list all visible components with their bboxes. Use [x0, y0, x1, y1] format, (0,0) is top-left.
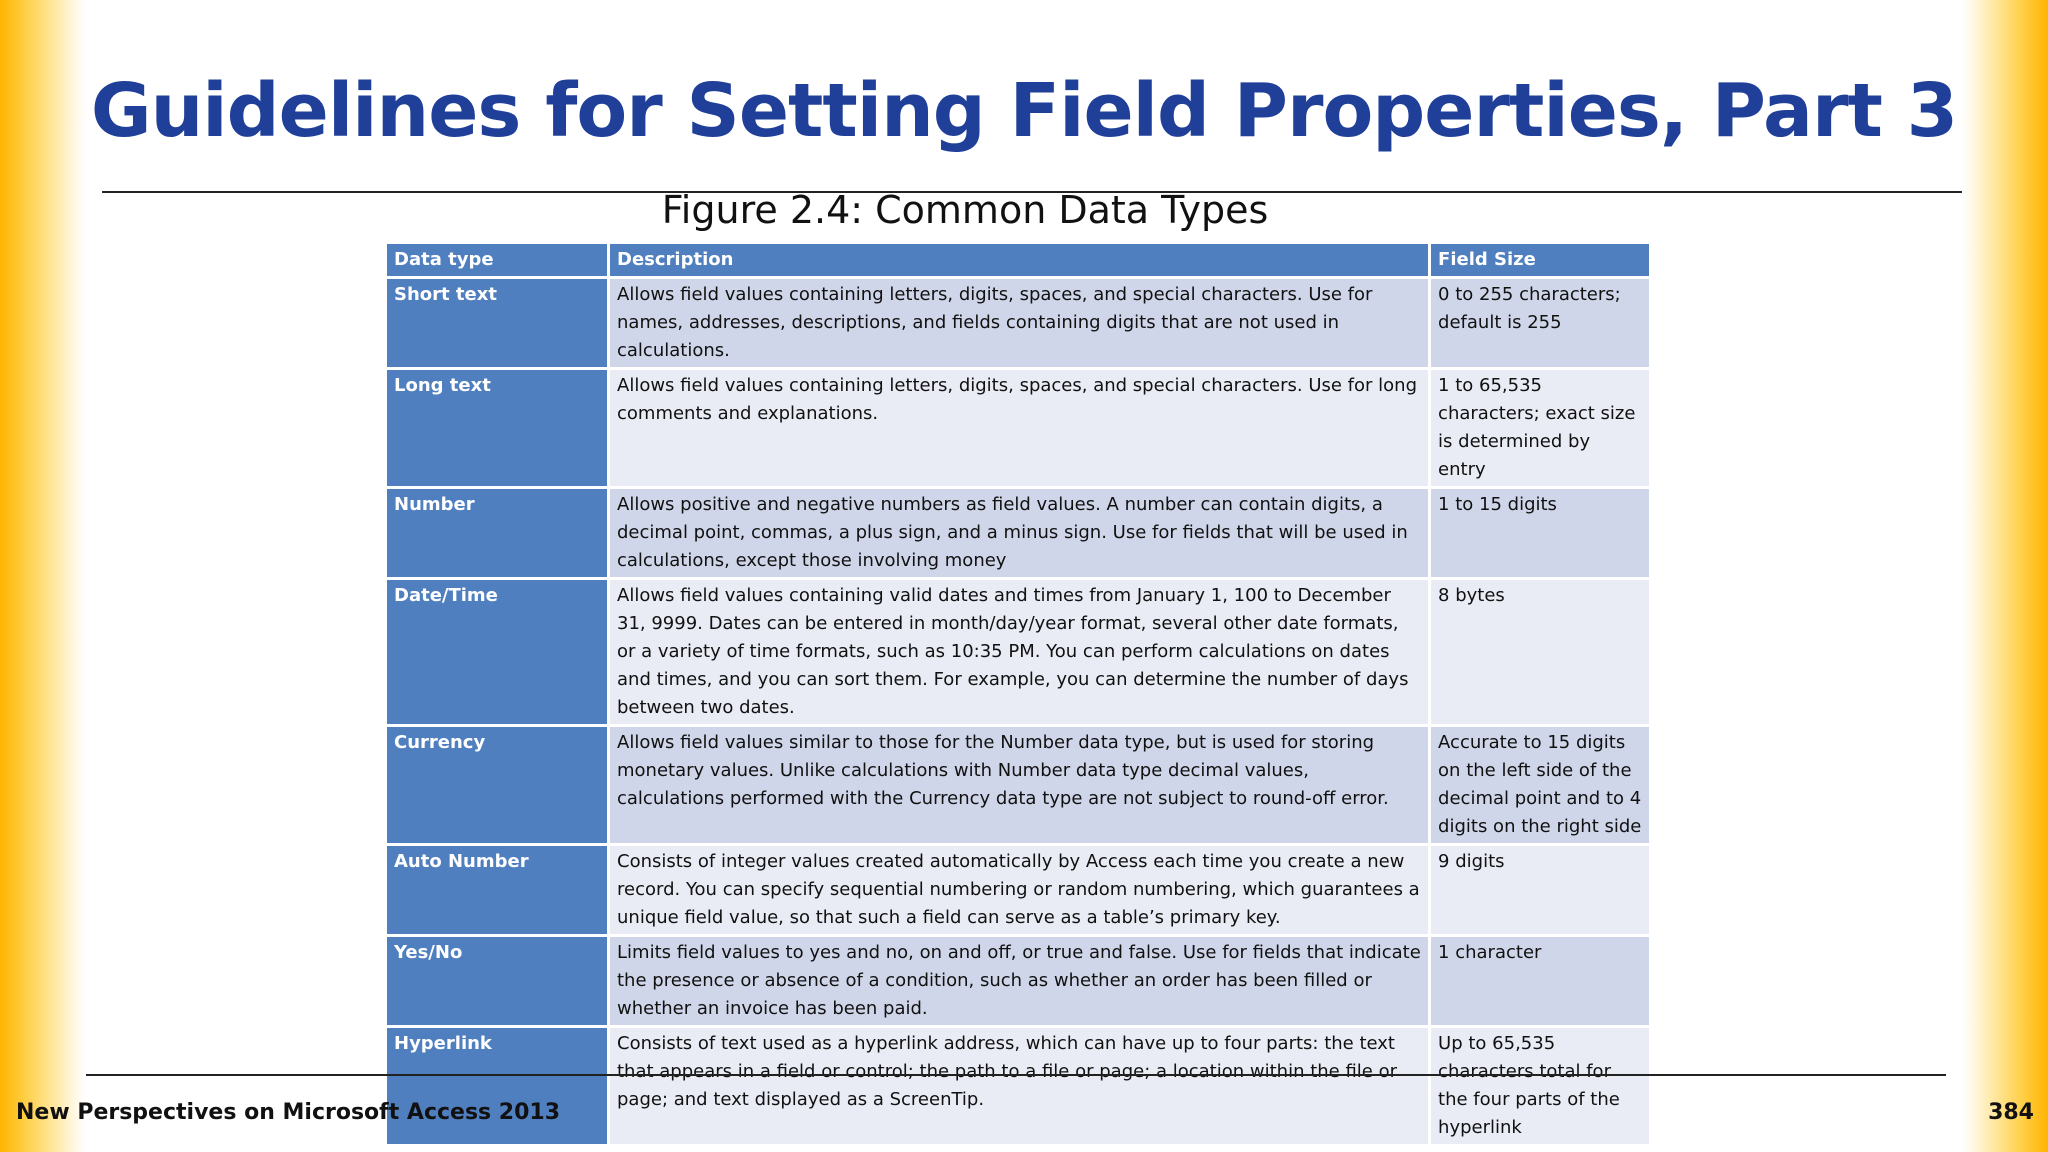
left-gradient-border: [0, 0, 86, 1152]
header-field-size: Field Size: [1431, 244, 1649, 276]
cell-description: Allows field values containing letters, digits, spaces, and special characters. Use for long comments and explanations.: [610, 370, 1428, 486]
cell-data-type: Long text: [387, 370, 607, 486]
slide-title: Guidelines for Setting Field Properties, Part 3: [90, 68, 1958, 154]
footer-book-title: New Perspectives on Microsoft Access 2013: [16, 1100, 561, 1125]
cell-field-size: 1 to 65,535 characters; exact size is determined by entry: [1431, 370, 1649, 486]
cell-data-type: Auto Number: [387, 846, 607, 934]
cell-description: Allows positive and negative numbers as field values. A number can contain digits, a decimal point, commas, a plus sign, and a minus sign. Use for fields that will be used in calculations, except those involving money: [610, 489, 1428, 577]
page-number: 384: [1988, 1100, 2034, 1125]
header-description: Description: [610, 244, 1428, 276]
cell-description: Allows field values containing valid dates and times from January 1, 100 to December 31, 9999. Dates can be entered in month/day/year format, several other date formats, or a variety of time formats, such as 10:35 PM. You can perform calculations on dates and times, and you can sort them. For example, you can determine the number of days between two dates.: [610, 580, 1428, 724]
cell-field-size: 9 digits: [1431, 846, 1649, 934]
table-row: [387, 489, 1649, 577]
cell-data-type: Number: [387, 489, 607, 577]
footer-divider: [86, 1074, 1946, 1076]
cell-field-size: Accurate to 15 digits on the left side of the decimal point and to 4 digits on the right side: [1431, 727, 1649, 843]
cell-description: Allows field values containing letters, digits, spaces, and special characters. Use for names, addresses, descriptions, and fields containing digits that are not used in calculations.: [610, 279, 1428, 367]
table-header-row: [387, 244, 1649, 276]
cell-field-size: 1 character: [1431, 937, 1649, 1025]
figure-caption: Figure 2.4: Common Data Types: [661, 188, 1269, 232]
cell-description: Consists of integer values created automatically by Access each time you create a new record. You can specify sequential numbering or random numbering, which guarantees a unique field value, so that such a field can serve as a table’s primary key.: [610, 846, 1428, 934]
table-row: [387, 279, 1649, 367]
table-row: [387, 1028, 1649, 1144]
right-gradient-border: [1962, 0, 2048, 1152]
data-types-table: [384, 241, 1652, 1147]
cell-field-size: Up to 65,535 characters total for the four parts of the hyperlink: [1431, 1028, 1649, 1144]
table-row: [387, 937, 1649, 1025]
cell-data-type: Short text: [387, 279, 607, 367]
cell-field-size: 1 to 15 digits: [1431, 489, 1649, 577]
cell-description: Limits field values to yes and no, on and off, or true and false. Use for fields that indicate the presence or absence of a condition, such as whether an order has been filled or whether an invoice has been paid.: [610, 937, 1428, 1025]
cell-description: Allows field values similar to those for the Number data type, but is used for storing monetary values. Unlike calculations with Number data type decimal values, calculations performed with the Currency data type are not subject to round-off error.: [610, 727, 1428, 843]
cell-data-type: Date/Time: [387, 580, 607, 724]
cell-data-type: Hyperlink: [387, 1028, 607, 1144]
header-data-type: Data type: [387, 244, 607, 276]
cell-field-size: 0 to 255 characters; default is 255: [1431, 279, 1649, 367]
table-row: [387, 580, 1649, 724]
table-row: [387, 727, 1649, 843]
table-row: [387, 846, 1649, 934]
cell-data-type: Yes/No: [387, 937, 607, 1025]
cell-field-size: 8 bytes: [1431, 580, 1649, 724]
cell-data-type: Currency: [387, 727, 607, 843]
table-row: [387, 370, 1649, 486]
cell-description: Consists of text used as a hyperlink address, which can have up to four parts: the text that appears in a field or control; the path to a file or page; a location within the file or page; and text displayed as a ScreenTip.: [610, 1028, 1428, 1144]
